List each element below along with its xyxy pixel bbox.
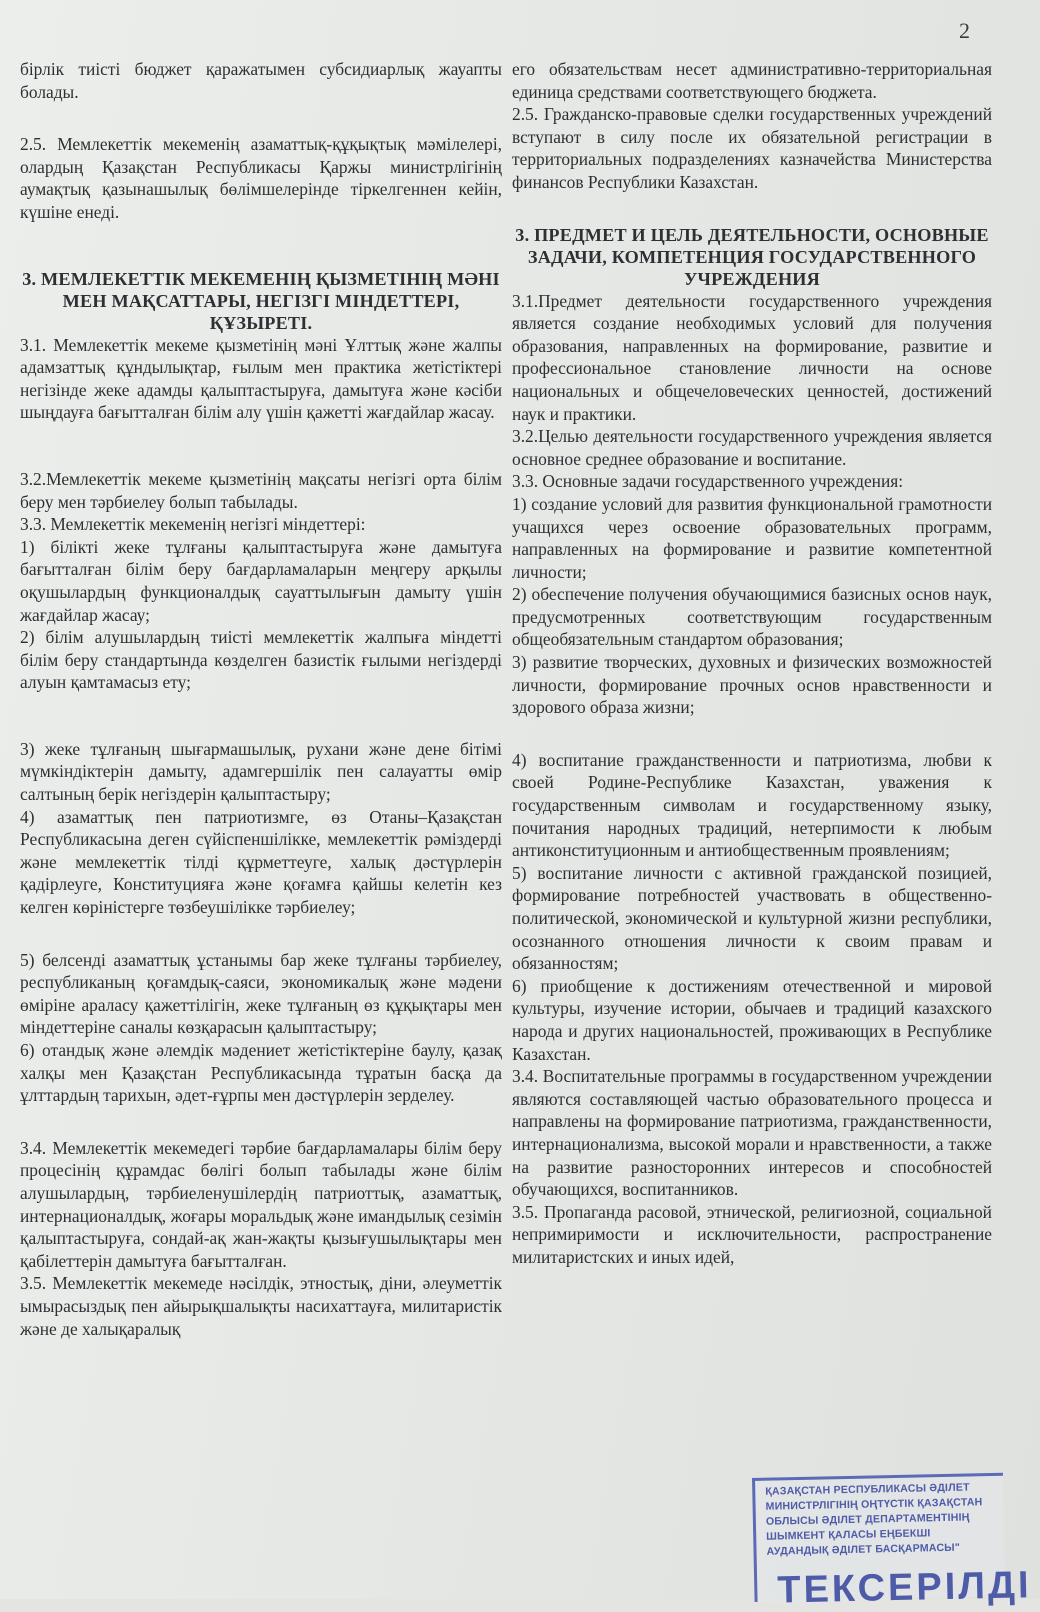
page-number: 2 (959, 18, 970, 43)
left-paragraph-3-2: 3.2.Мемлекеттік мекеме қызметінің мақсаты негізгі орта білім беру мен тәрбиелеу болып табылады. (20, 468, 502, 512)
right-paragraph-3-3: 3.3. Основные задачи государственного учреждения: (512, 471, 904, 492)
right-task-2: 2) обеспечение получения обучающимися базисных основ наук, предусмотренных соответствующим государственным общеобязательным стандартом образования; (512, 584, 992, 650)
right-task-5: 5) воспитание личности с активной гражданской позицией, формирование потребностей участвовать в общественно-политической, экономической и культурной жизни республики, осознанного отношения личности к своим правам и обязанностям; (512, 862, 992, 974)
left-paragraph-3-3: 3.3. Мемлекеттік мекеменің негізгі міндеттері: (20, 514, 366, 535)
stamp-line-2: МИНИСТРЛІГІНІҢ ОҢТҮСТІК ҚАЗАҚСТАН (765, 1496, 983, 1513)
left-paragraph-2-4-end: бірлік тиісті бюджет қаражатымен субсидиарлық жауапты болады. (20, 59, 502, 102)
right-section-3-heading: 3. ПРЕДМЕТ И ЦЕЛЬ ДЕЯТЕЛЬНОСТИ, ОСНОВНЫЕ ЗАДАЧИ, КОМПЕТЕНЦИЯ ГОСУДАРСТВЕННОГО УЧРЕЖДЕНИЯ (515, 224, 989, 289)
right-paragraph-3-4: 3.4. Воспитательные программы в государственном учреждении являются составляющей частью образовательного процесса и направлены на формирование патриотизма, гражданственности, интернационализма, высокой морали и нравственности, а также на развитие разносторонних интересов и способностей обучающихся, воспитанников. (512, 1066, 992, 1200)
stamp-line-4: ШЫМКЕНТ ҚАЛАСЫ ЕҢБЕКШІ (766, 1527, 931, 1543)
right-column-russian (512, 58, 992, 1269)
left-paragraph-3-5: 3.5. Мемлекеттік мекемеде нәсілдік, этностық, діни, әлеуметтік ымырасыздық пен айырықшалықты насихаттауға, милитаристік және де халықаралық (20, 1273, 502, 1339)
left-task-6: 6) отандық және әлемдік мәдениет жетістіктеріне баулу, қазақ халқы мен Қазақстан Республикасында тұратын басқа да ұлттардың тарихын, әдет-ғұрпы мен дәстүрлерін зерделеу. (20, 1040, 502, 1106)
stamp-line-1: ҚАЗАҚСТАН РЕСПУБЛИКАСЫ ӘДІЛЕТ (765, 1481, 970, 1498)
left-column-kazakh (20, 58, 502, 1340)
left-paragraph-3-4: 3.4. Мемлекеттік мекемедегі тәрбие бағдарламалары білім беру процесінің құрамдас бөлігі болып табылады және білім алушылардың, тәрбиеленушілердің патриоттық, азаматтық, интернационалдық, жоғары моральдық және имандылық сезімін қалыптастыруға, сондай-ақ жан-жақты қызығушылықтары мен қабілеттерін дамытуға бағытталған. (20, 1137, 502, 1271)
left-task-2: 2) білім алушылардың тиісті мемлекеттік жалпыға міндетті білім беру стандартында көзделген базистік ғылыми негіздерді алуын қамтамасыз ету; (20, 627, 502, 693)
left-task-4: 4) азаматтық пен патриотизмге, өз Отаны–Қазақстан Республикасына деген сүйіспеншілікке, мемлекеттік рәміздерді және мемлекеттік тілді құрметтеуге, халық дәстүрлерін қадірлеуге, Конституцияға және қоғамға қайшы келетін кез келген көріністерге төзбеушілікке тәрбиелеу; (20, 806, 502, 918)
right-paragraph-3-2: 3.2.Целью деятельности государственного учреждения является основное среднее образование и воспитание. (512, 426, 992, 469)
right-paragraph-3-1: 3.1.Предмет деятельности государственного учреждения является создание необходимых условий для получения образования, направленных на формирование, развитие и профессиональное становление личности на основе национальных и общечеловеческих ценностей, достижений наук и практики. (512, 290, 992, 424)
left-task-5: 5) белсенді азаматтық ұстанымы бар жеке тұлғаны тәрбиелеу, республиканың қоғамдық-саяси, экономикалық және мәдени өміріне араласу қажеттілігін, жеке тұлғаның өз құқықтары мен міндеттеріне саналы көзқарасын қалыптастыру; (20, 949, 502, 1038)
stamp-verified-text: ТЕКСЕРІЛДІ (776, 1564, 1032, 1612)
right-paragraph-2-5: 2.5. Гражданско-правовые сделки государственных учреждений вступают в силу после их обязательной регистрации в территориальных подразделениях казначейства Министерства финансов Республики Казахстан. (512, 104, 992, 192)
stamp-line-3: ОБЛЫСЫ ӘДІЛЕТ ДЕПАРТАМЕНТІНІҢ (765, 1511, 970, 1528)
right-task-6: 6) приобщение к достижениям отечественной и мировой культуры, изучение истории, обычаев и традиций казахского народа и других национальностей, проживающих в Республике Казахстан. (512, 975, 992, 1064)
right-task-3: 3) развитие творческих, духовных и физических возможностей личности, формирование прочных основ нравственности и здорового образа жизни; (512, 652, 992, 718)
left-task-3: 3) жеке тұлғаның шығармашылық, рухани және дене бітімі мүмкіндіктерін дамыту, адамгершілік пен салауатты өмір салтының берік негіздерін қалыптастыру; (20, 738, 502, 805)
right-paragraph-3-5: 3.5. Пропаганда расовой, этнической, религиозной, социальной непримиримости и исключительности, распространение милитаристских и иных идей, (512, 1201, 992, 1267)
right-task-1: 1) создание условий для развития функциональной грамотности учащихся через освоение образовательных программ, направленных на формирование и развитие компетентной личности; (512, 493, 992, 582)
left-paragraph-3-1: 3.1. Мемлекеттік мекеме қызметінің мәні Ұлттық және жалпы адамзаттық құндылықтар, ғылым мен практика жетістіктері негізінде жеке адамды қалыптастыруға, дамытуға және кәсіби шыңдауға бағытталған білім алу үшін қажетті жағдайлар жасау. (20, 334, 502, 423)
justice-registration-stamp (752, 1473, 1032, 1612)
left-task-1: 1) білікті жеке тұлғаны қалыптастыруға және дамытуға бағытталған білім беру бағдарламаларын меңгеру арқылы оқушылардың функционалдық сауаттылығын дамыту үшін жағдайлар жасау; (20, 536, 502, 625)
left-section-3-heading: 3. МЕМЛЕКЕТТІК МЕКЕМЕНІҢ ҚЫЗМЕТІНІҢ МӘНІ МЕН МАҚСАТТАРЫ, НЕГІЗГІ МІНДЕТТЕРІ, ҚҰЗЫРЕТІ. (22, 268, 500, 333)
right-paragraph-2-4-end: его обязательствам несет административно-территориальная единица средствами соответствующего бюджета. (512, 59, 992, 102)
left-paragraph-2-5: 2.5. Мемлекеттік мекеменің азаматтық-құқықтық мәмілелері, олардың Қазақстан Республикасы Қаржы министрлігінің аумақтық қазынашылық бөлімшелерінде тіркелгеннен кейін, күшіне енеді. (20, 134, 502, 222)
stamp-line-5: АУДАНДЫҚ ӘДІЛЕТ БАСҚАРМАСЫ" (766, 1541, 961, 1558)
right-task-4: 4) воспитание гражданственности и патриотизма, любви к своей Родине-Республике Казахстан, уважения к государственным символам и государственному языку, почитания народных традиций, нетерпимости к любым антиконституционным и антиобщественным проявлениям; (512, 749, 992, 861)
